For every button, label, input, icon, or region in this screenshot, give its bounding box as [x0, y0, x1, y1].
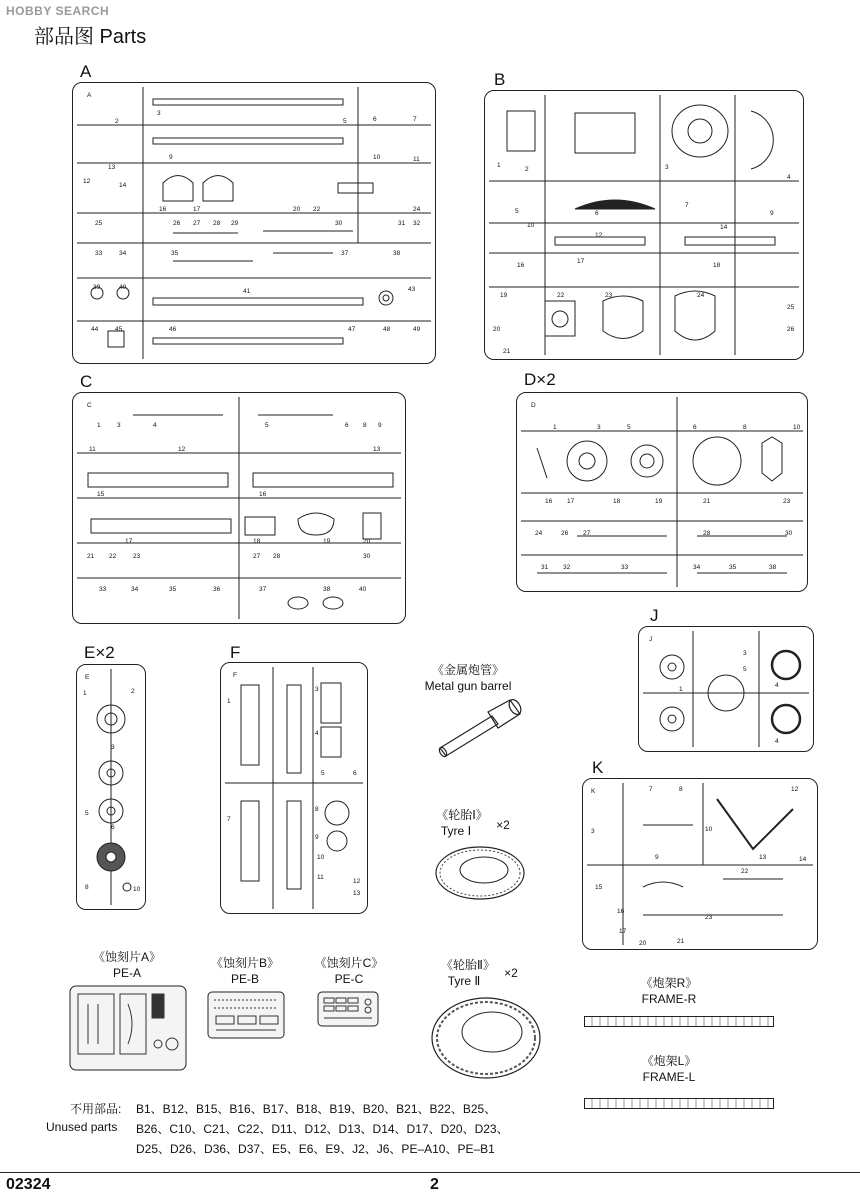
svg-text:7: 7 — [649, 786, 653, 793]
svg-text:25: 25 — [95, 220, 103, 227]
svg-text:38: 38 — [769, 564, 777, 571]
svg-text:26: 26 — [561, 530, 569, 537]
svg-text:34: 34 — [131, 586, 139, 593]
svg-text:12: 12 — [791, 786, 799, 793]
svg-text:32: 32 — [413, 220, 421, 227]
svg-text:6: 6 — [373, 116, 377, 123]
svg-text:5: 5 — [265, 422, 269, 429]
sprue-e-drawing — [77, 665, 145, 909]
pe-c-caption-en: PE-C — [334, 972, 364, 986]
sprue-b-letter: B — [494, 70, 506, 89]
svg-text:9: 9 — [315, 834, 319, 841]
unused-label-en: Unused parts — [46, 1120, 118, 1134]
tyre1-caption-en: Tyre Ⅰ — [440, 824, 472, 838]
svg-text:17: 17 — [193, 206, 201, 213]
barrel-caption-en: Metal gun barrel — [424, 679, 512, 693]
svg-text:47: 47 — [348, 326, 356, 333]
svg-text:3: 3 — [111, 744, 115, 751]
svg-text:12: 12 — [353, 878, 361, 885]
svg-text:7: 7 — [685, 202, 689, 209]
svg-text:27: 27 — [253, 553, 261, 560]
svg-text:9: 9 — [378, 422, 382, 429]
svg-text:10: 10 — [373, 154, 381, 161]
svg-text:49: 49 — [413, 326, 421, 333]
unused-line-1: B1、B12、B15、B16、B17、B18、B19、B20、B21、B22、B25、 — [136, 1102, 497, 1116]
svg-text:3: 3 — [591, 828, 595, 835]
svg-text:5: 5 — [743, 666, 747, 673]
frame-l-caption-cn: 《炮架L》 — [641, 1054, 697, 1068]
svg-text:4: 4 — [153, 422, 157, 429]
svg-text:1: 1 — [97, 422, 101, 429]
svg-text:1: 1 — [553, 424, 557, 431]
svg-text:11: 11 — [413, 156, 420, 163]
svg-text:26: 26 — [787, 326, 795, 333]
svg-text:35: 35 — [169, 586, 177, 593]
svg-text:39: 39 — [93, 284, 101, 291]
svg-text:8: 8 — [85, 884, 89, 891]
svg-text:17: 17 — [619, 928, 627, 935]
svg-text:3: 3 — [597, 424, 601, 431]
sprue-d-drawing — [517, 393, 807, 591]
svg-text:3: 3 — [665, 164, 669, 171]
svg-text:K: K — [591, 788, 596, 795]
svg-text:8: 8 — [315, 806, 319, 813]
sprue-c-letter: C — [80, 372, 93, 391]
svg-text:38: 38 — [393, 250, 401, 257]
svg-text:22: 22 — [557, 292, 565, 299]
svg-text:28: 28 — [273, 553, 281, 560]
svg-text:17: 17 — [567, 498, 575, 505]
frame-r-caption-cn: 《炮架R》 — [640, 976, 698, 990]
svg-text:1: 1 — [83, 690, 87, 697]
svg-text:16: 16 — [545, 498, 553, 505]
pe-a-caption-cn: 《蚀刻片A》 — [92, 950, 161, 964]
pe-c-caption-cn: 《蚀刻片C》 — [314, 956, 384, 970]
sprue-a-drawing — [73, 83, 435, 363]
svg-text:F: F — [233, 672, 237, 679]
svg-text:33: 33 — [621, 564, 629, 571]
svg-text:21: 21 — [677, 938, 685, 945]
svg-text:5: 5 — [343, 118, 347, 125]
sprue-f — [220, 662, 368, 914]
svg-text:11: 11 — [89, 446, 96, 453]
svg-text:46: 46 — [169, 326, 177, 333]
tyre2-drawing — [428, 990, 548, 1086]
svg-text:37: 37 — [341, 250, 349, 257]
svg-text:9: 9 — [655, 854, 659, 861]
svg-text:34: 34 — [693, 564, 701, 571]
svg-text:40: 40 — [119, 284, 127, 291]
svg-text:22: 22 — [109, 553, 117, 560]
svg-text:16: 16 — [517, 262, 525, 269]
svg-text:10: 10 — [793, 424, 801, 431]
svg-text:36: 36 — [213, 586, 221, 593]
svg-text:13: 13 — [353, 890, 361, 897]
sprue-j — [638, 626, 814, 752]
tyre2-caption-en: Tyre Ⅱ — [447, 974, 481, 988]
svg-text:A: A — [87, 92, 92, 99]
svg-text:7: 7 — [227, 816, 231, 823]
page-number: 2 — [430, 1176, 439, 1193]
svg-text:33: 33 — [95, 250, 103, 257]
svg-text:6: 6 — [111, 824, 115, 831]
svg-text:5: 5 — [85, 810, 89, 817]
sprue-e — [76, 664, 146, 910]
sprue-d — [516, 392, 808, 592]
svg-text:20: 20 — [293, 206, 301, 213]
svg-text:25: 25 — [787, 304, 795, 311]
svg-text:4: 4 — [775, 682, 779, 689]
svg-text:32: 32 — [563, 564, 571, 571]
sprue-j-drawing — [639, 627, 813, 751]
sprue-k-drawing — [583, 779, 817, 949]
svg-text:45: 45 — [115, 326, 123, 333]
svg-text:4: 4 — [787, 174, 791, 181]
svg-text:19: 19 — [323, 538, 331, 545]
svg-text:27: 27 — [193, 220, 201, 227]
svg-text:19: 19 — [500, 292, 508, 299]
unused-line-2: B26、C10、C21、C22、D11、D12、D13、D14、D17、D20、D23、 — [136, 1122, 509, 1136]
svg-text:13: 13 — [759, 854, 767, 861]
tyre2-caption-cn: 《轮胎Ⅱ》 — [441, 958, 495, 972]
svg-text:J: J — [649, 636, 653, 643]
svg-text:22: 22 — [741, 868, 749, 875]
tyre1-drawing — [432, 838, 532, 908]
svg-text:10: 10 — [317, 854, 325, 861]
svg-text:14: 14 — [799, 856, 807, 863]
sprue-c-drawing — [73, 393, 405, 623]
pe-c-drawing — [316, 990, 380, 1028]
svg-text:6: 6 — [353, 770, 357, 777]
svg-text:15: 15 — [97, 491, 105, 498]
svg-text:1: 1 — [227, 698, 231, 705]
svg-text:29: 29 — [231, 220, 239, 227]
svg-text:5: 5 — [515, 208, 519, 215]
sprue-c — [72, 392, 406, 624]
pe-a-caption-en: PE-A — [112, 966, 141, 980]
svg-text:D: D — [531, 402, 536, 409]
sprue-k — [582, 778, 818, 950]
svg-text:16: 16 — [159, 206, 167, 213]
unused-line-3: D25、D26、D36、D37、E5、E6、E9、J2、J6、PE–A10、PE–B1 — [136, 1142, 495, 1156]
svg-text:16: 16 — [617, 908, 625, 915]
svg-text:23: 23 — [605, 292, 613, 299]
svg-text:31: 31 — [398, 220, 406, 227]
svg-text:22: 22 — [313, 206, 321, 213]
sprue-b — [484, 90, 804, 360]
svg-text:30: 30 — [785, 530, 793, 537]
pe-b-drawing — [206, 990, 286, 1040]
svg-text:11: 11 — [317, 874, 324, 881]
svg-text:34: 34 — [119, 250, 127, 257]
svg-text:18: 18 — [253, 538, 261, 545]
watermark: HOBBY SEARCH — [6, 4, 110, 18]
sprue-f-letter: F — [230, 643, 241, 662]
svg-text:7: 7 — [413, 116, 417, 123]
sprue-a — [72, 82, 436, 364]
svg-text:48: 48 — [383, 326, 391, 333]
svg-text:17: 17 — [125, 538, 133, 545]
svg-text:10: 10 — [527, 222, 535, 229]
svg-text:9: 9 — [770, 210, 774, 217]
product-code: 02324 — [6, 1176, 51, 1193]
svg-text:10: 10 — [705, 826, 713, 833]
svg-text:27: 27 — [583, 530, 591, 537]
svg-text:6: 6 — [693, 424, 697, 431]
svg-text:26: 26 — [173, 220, 181, 227]
svg-text:43: 43 — [408, 286, 416, 293]
svg-text:19: 19 — [655, 498, 663, 505]
pe-a-drawing — [68, 984, 188, 1074]
svg-text:21: 21 — [87, 553, 95, 560]
svg-text:1: 1 — [497, 162, 501, 169]
svg-text:8: 8 — [679, 786, 683, 793]
svg-text:6: 6 — [595, 210, 599, 217]
sprue-d-letter: D×2 — [524, 370, 556, 389]
svg-text:3: 3 — [743, 650, 747, 657]
svg-text:24: 24 — [697, 292, 705, 299]
footer-rule — [0, 1172, 860, 1173]
svg-text:12: 12 — [595, 232, 603, 239]
sprue-b-drawing — [485, 91, 803, 359]
svg-text:8: 8 — [743, 424, 747, 431]
svg-text:38: 38 — [323, 586, 331, 593]
svg-text:31: 31 — [541, 564, 549, 571]
page-title: 部品图 Parts — [34, 26, 147, 48]
sprue-f-drawing — [221, 663, 367, 913]
svg-text:3: 3 — [157, 110, 161, 117]
svg-text:18: 18 — [613, 498, 621, 505]
svg-text:1: 1 — [679, 686, 683, 693]
frame-r-drawing — [584, 1016, 774, 1027]
svg-text:23: 23 — [783, 498, 791, 505]
tyre1-qty: ×2 — [496, 818, 510, 832]
svg-text:15: 15 — [595, 884, 603, 891]
svg-text:24: 24 — [535, 530, 543, 537]
svg-text:3: 3 — [117, 422, 121, 429]
svg-text:2: 2 — [131, 688, 135, 695]
svg-text:28: 28 — [703, 530, 711, 537]
svg-text:30: 30 — [363, 553, 371, 560]
svg-text:37: 37 — [259, 586, 267, 593]
svg-text:8: 8 — [363, 422, 367, 429]
svg-text:12: 12 — [83, 178, 91, 185]
tyre1-caption-cn: 《轮胎Ⅰ》 — [436, 808, 488, 822]
svg-text:17: 17 — [577, 258, 585, 265]
pe-b-caption-en: PE-B — [230, 972, 259, 986]
svg-text:35: 35 — [171, 250, 179, 257]
sprue-a-letter: A — [80, 62, 92, 81]
svg-text:14: 14 — [720, 224, 728, 231]
svg-text:5: 5 — [627, 424, 631, 431]
sprue-j-letter: J — [650, 606, 659, 625]
svg-text:4: 4 — [775, 738, 779, 745]
svg-text:35: 35 — [729, 564, 737, 571]
svg-text:9: 9 — [169, 154, 173, 161]
svg-text:13: 13 — [373, 446, 381, 453]
svg-text:20: 20 — [493, 326, 501, 333]
unused-label-cn: 不用部品: — [70, 1102, 122, 1116]
svg-text:30: 30 — [335, 220, 343, 227]
svg-text:18: 18 — [713, 262, 721, 269]
svg-text:33: 33 — [99, 586, 107, 593]
tyre2-qty: ×2 — [504, 966, 518, 980]
svg-text:13: 13 — [108, 164, 116, 171]
svg-text:23: 23 — [705, 914, 713, 921]
svg-text:20: 20 — [363, 538, 371, 545]
svg-text:44: 44 — [91, 326, 99, 333]
svg-text:21: 21 — [503, 348, 511, 355]
svg-text:5: 5 — [321, 770, 325, 777]
svg-text:12: 12 — [178, 446, 186, 453]
metal-barrel-drawing — [430, 694, 530, 764]
svg-text:21: 21 — [703, 498, 711, 505]
svg-text:24: 24 — [413, 206, 421, 213]
svg-text:20: 20 — [639, 940, 647, 947]
pe-b-caption-cn: 《蚀刻片B》 — [210, 956, 279, 970]
svg-text:E: E — [85, 674, 90, 681]
svg-text:40: 40 — [359, 586, 367, 593]
svg-text:41: 41 — [243, 288, 251, 295]
svg-text:14: 14 — [119, 182, 127, 189]
svg-text:10: 10 — [133, 886, 141, 893]
svg-text:6: 6 — [345, 422, 349, 429]
svg-text:2: 2 — [525, 166, 529, 173]
svg-text:28: 28 — [213, 220, 221, 227]
svg-text:3: 3 — [315, 686, 319, 693]
frame-r-caption-en: FRAME-R — [641, 992, 697, 1006]
svg-text:C: C — [87, 402, 92, 409]
sprue-k-letter: K — [592, 758, 604, 777]
svg-text:23: 23 — [133, 553, 141, 560]
frame-l-drawing — [584, 1098, 774, 1109]
svg-text:2: 2 — [115, 118, 119, 125]
barrel-caption-cn: 《金属炮管》 — [431, 663, 504, 677]
sprue-e-letter: E×2 — [84, 643, 115, 662]
frame-l-caption-en: FRAME-L — [642, 1070, 696, 1084]
svg-text:16: 16 — [259, 491, 267, 498]
svg-text:4: 4 — [315, 730, 319, 737]
